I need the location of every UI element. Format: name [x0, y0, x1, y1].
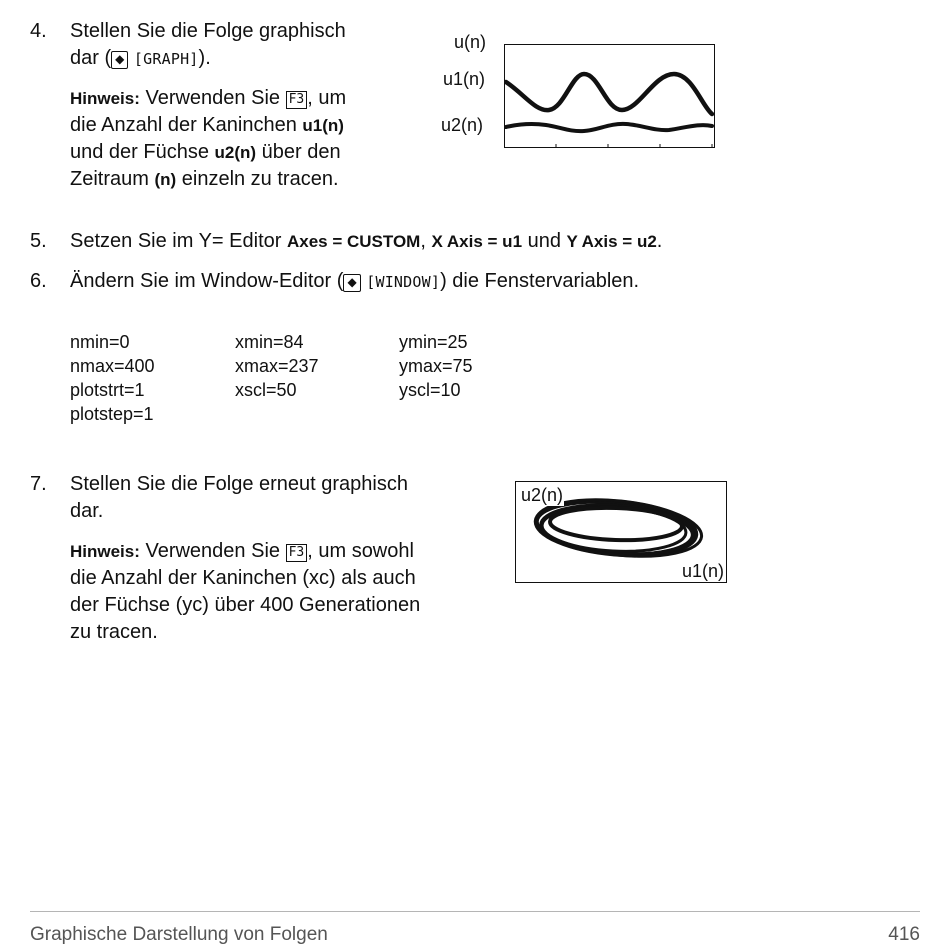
window-vars-col2 — [235, 330, 319, 402]
phase-y-label: u2(n) — [521, 485, 564, 505]
graph-key: [GRAPH] — [133, 50, 199, 68]
diamond-key-icon: ◆ — [343, 274, 360, 292]
window-var: nmin=0 — [70, 332, 130, 352]
f3-key: F3 — [286, 544, 308, 562]
hint-line: der Füchse (yc) über 400 Generationen — [70, 594, 421, 616]
step-6-text — [70, 268, 639, 295]
step-6-post: ) die Fenstervariablen. — [440, 270, 640, 292]
hint-label: Hinweis: — [70, 542, 140, 561]
graph1-label-u2: u2(n) — [441, 115, 484, 135]
step-5-und: und — [527, 230, 561, 252]
hint-line: zu tracen. — [70, 621, 158, 643]
step-4-text: dar ( — [70, 47, 112, 69]
window-var: ymin=25 — [399, 332, 468, 352]
hint-line — [70, 139, 410, 166]
step-7-line2: dar. — [70, 500, 104, 522]
step-7-hint — [70, 538, 490, 646]
hint-text: einzeln zu tracen. — [181, 168, 339, 190]
step-number: 4. — [30, 20, 47, 42]
hint-text: , um sowohl — [307, 540, 414, 562]
window-var: plotstrt=1 — [70, 380, 145, 400]
window-var: xmin=84 — [235, 332, 304, 352]
diamond-key-icon: ◆ — [111, 51, 128, 69]
step-7-line1: Stellen Sie die Folge erneut graphisch — [70, 473, 408, 495]
hint-line — [70, 112, 410, 139]
step-5-comma: , — [420, 230, 426, 252]
hint-u2: u2(n) — [214, 143, 257, 162]
window-key: [WINDOW] — [366, 273, 441, 291]
window-var: plotstep=1 — [70, 404, 154, 424]
hint-line — [70, 166, 410, 193]
step-4-hint — [70, 85, 410, 193]
page-number: 416 — [888, 924, 920, 945]
y-axis-setting: Y Axis = u2 — [566, 232, 657, 251]
step-5-end: . — [656, 230, 663, 252]
window-var: nmax=400 — [70, 356, 155, 376]
hint-text: über den — [261, 141, 341, 163]
time-graph — [504, 44, 716, 150]
hint-line — [70, 538, 490, 565]
x-axis-setting: X Axis = u1 — [431, 232, 523, 251]
hint-text: , um — [307, 87, 347, 109]
graph-frame — [505, 45, 715, 148]
hint-text: und der Füchse — [70, 141, 209, 163]
graph1-label-u1: u1(n) — [443, 69, 486, 89]
hint-text: Verwenden Sie — [145, 540, 281, 562]
footer-rule — [30, 911, 920, 912]
window-vars-col3 — [399, 330, 473, 402]
window-vars-col1 — [70, 330, 155, 426]
step-5-pre: Setzen Sie im Y= Editor — [70, 230, 282, 252]
hint-line: die Anzahl der Kaninchen (xc) als auch — [70, 567, 416, 589]
step-4-line2 — [70, 45, 211, 72]
f3-key: F3 — [286, 91, 308, 109]
u1-curve — [506, 74, 712, 114]
footer-title: Graphische Darstellung von Folgen — [30, 924, 328, 945]
window-var: yscl=10 — [399, 380, 461, 400]
hint-text: Verwenden Sie — [145, 87, 281, 109]
hint-text: die Anzahl der Kaninchen — [70, 114, 297, 136]
step-number: 7. — [30, 473, 47, 495]
window-var: xscl=50 — [235, 380, 297, 400]
window-var: ymax=75 — [399, 356, 473, 376]
step-4-text-end: ). — [198, 47, 211, 69]
hint-label: Hinweis: — [70, 89, 140, 108]
graph1-label-u: u(n) — [454, 32, 487, 52]
hint-line — [70, 85, 410, 112]
step-number: 5. — [30, 230, 47, 252]
u2-curve — [506, 124, 712, 131]
step-number: 6. — [30, 270, 47, 292]
hint-u1: u1(n) — [302, 116, 344, 135]
step-4-line1: Stellen Sie die Folge graphisch — [70, 20, 346, 42]
step-6-pre: Ändern Sie im Window-Editor ( — [70, 270, 344, 292]
hint-n: (n) — [154, 170, 177, 189]
window-var: xmax=237 — [235, 356, 319, 376]
axes-setting: Axes = CUSTOM — [286, 232, 421, 251]
step-5-text — [70, 228, 662, 255]
phase-graph — [515, 481, 727, 583]
phase-x-label: u1(n) — [681, 561, 724, 581]
hint-text: Zeitraum — [70, 168, 149, 190]
